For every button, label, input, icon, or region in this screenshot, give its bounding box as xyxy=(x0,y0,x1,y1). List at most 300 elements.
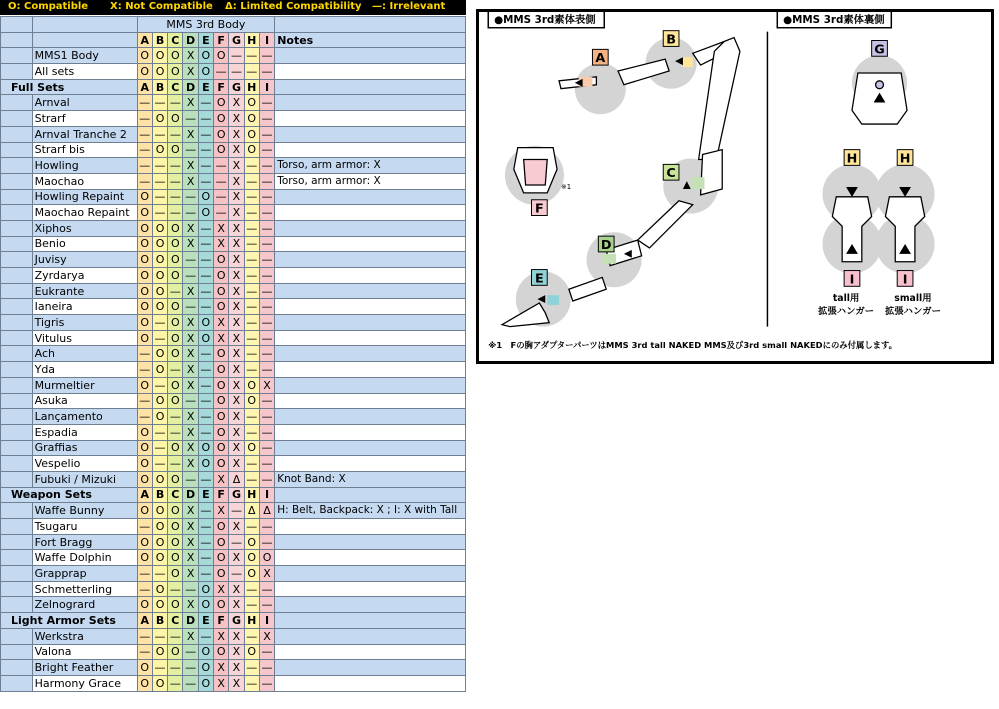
cell-f: X xyxy=(214,471,229,487)
cell-d: X xyxy=(183,64,198,80)
cell-c: — xyxy=(168,173,183,189)
row-note xyxy=(275,220,466,236)
table-row xyxy=(1,158,466,174)
row-note: Torso, arm armor: X xyxy=(275,173,466,189)
cell-e: — xyxy=(198,346,213,362)
cell-c: O xyxy=(168,550,183,566)
table-row xyxy=(1,48,466,64)
section-title: Light Armor Sets xyxy=(1,613,138,629)
section-column-b: B xyxy=(152,79,167,95)
table-row xyxy=(1,519,466,535)
cell-i: — xyxy=(259,268,274,284)
cell-e: — xyxy=(198,534,213,550)
back-title: ●MMS 3rd素体裏側 xyxy=(783,13,885,26)
indent-cell xyxy=(1,377,33,393)
cell-f: O xyxy=(214,393,229,409)
cell-h: O xyxy=(244,440,259,456)
section-column-e: E xyxy=(198,487,213,503)
cell-b: — xyxy=(152,189,167,205)
cell-h: — xyxy=(244,158,259,174)
cell-c: O xyxy=(168,346,183,362)
cell-d: X xyxy=(183,173,198,189)
cell-c: O xyxy=(168,268,183,284)
cell-f: — xyxy=(214,205,229,221)
notes-header: Notes xyxy=(275,32,466,48)
column-header-e: E xyxy=(198,32,213,48)
f-chest-piece xyxy=(514,148,557,193)
table-row xyxy=(1,377,466,393)
indent-cell xyxy=(1,158,33,174)
row-note xyxy=(275,377,466,393)
section-column-a: A xyxy=(137,79,152,95)
cell-d: — xyxy=(183,393,198,409)
row-name: Grapprap xyxy=(32,566,137,582)
cell-e: O xyxy=(198,660,213,676)
section-column-b: B xyxy=(152,487,167,503)
row-note xyxy=(275,628,466,644)
row-note: Knot Band: X xyxy=(275,471,466,487)
indent-cell xyxy=(1,283,33,299)
indent-cell xyxy=(1,581,33,597)
cell-h: O xyxy=(244,142,259,158)
row-note xyxy=(275,534,466,550)
blank-cell xyxy=(1,17,33,33)
column-header-i: I xyxy=(259,32,274,48)
cell-d: X xyxy=(183,503,198,519)
cell-e: — xyxy=(198,550,213,566)
cell-b: — xyxy=(152,95,167,111)
cell-b: O xyxy=(152,503,167,519)
cell-h: O xyxy=(244,534,259,550)
indent-cell xyxy=(1,424,33,440)
section-column-h: H xyxy=(244,487,259,503)
cell-g: X xyxy=(229,456,244,472)
section-column-i: I xyxy=(259,487,274,503)
label-e: E xyxy=(534,271,544,287)
table-row xyxy=(1,456,466,472)
cell-e: — xyxy=(198,158,213,174)
cell-d: — xyxy=(183,581,198,597)
cell-a: O xyxy=(137,377,152,393)
table-row xyxy=(1,173,466,189)
cell-g: X xyxy=(229,597,244,613)
cell-i: — xyxy=(259,64,274,80)
indent-cell xyxy=(1,189,33,205)
row-name: Benio xyxy=(32,236,137,252)
section-column-i: I xyxy=(259,79,274,95)
indent-cell xyxy=(1,597,33,613)
cell-a: O xyxy=(137,283,152,299)
cell-a: O xyxy=(137,550,152,566)
cell-h: O xyxy=(244,377,259,393)
row-name: Waffe Bunny xyxy=(32,503,137,519)
blank-cell xyxy=(32,32,137,48)
cell-h: — xyxy=(244,315,259,331)
cell-c: O xyxy=(168,440,183,456)
cell-h: O xyxy=(244,126,259,142)
cell-i: X xyxy=(259,566,274,582)
cell-g: X xyxy=(229,315,244,331)
table-row xyxy=(1,283,466,299)
cell-g: X xyxy=(229,220,244,236)
cell-b: O xyxy=(152,48,167,64)
cell-f: O xyxy=(214,424,229,440)
cell-d: X xyxy=(183,628,198,644)
indent-cell xyxy=(1,660,33,676)
cell-g: X xyxy=(229,581,244,597)
cell-e: — xyxy=(198,393,213,409)
cell-c: O xyxy=(168,644,183,660)
column-header-d: D xyxy=(183,32,198,48)
cell-h: — xyxy=(244,252,259,268)
cell-c: — xyxy=(168,456,183,472)
cell-d: X xyxy=(183,519,198,535)
row-note xyxy=(275,205,466,221)
cell-c: O xyxy=(168,64,183,80)
cell-e: O xyxy=(198,330,213,346)
indent-cell xyxy=(1,268,33,284)
cell-c: — xyxy=(168,158,183,174)
cell-g: X xyxy=(229,644,244,660)
row-note xyxy=(275,362,466,378)
row-note xyxy=(275,581,466,597)
cell-d: — xyxy=(183,111,198,127)
blank-cell xyxy=(275,613,466,629)
cell-i: — xyxy=(259,220,274,236)
cell-e: — xyxy=(198,409,213,425)
cell-f: O xyxy=(214,95,229,111)
table-row xyxy=(1,581,466,597)
row-note: Torso, arm armor: X xyxy=(275,158,466,174)
cell-c: O xyxy=(168,393,183,409)
cell-i: — xyxy=(259,362,274,378)
cell-f: O xyxy=(214,142,229,158)
cell-a: — xyxy=(137,95,152,111)
cell-h: — xyxy=(244,628,259,644)
cell-h: — xyxy=(244,581,259,597)
cell-f: — xyxy=(214,64,229,80)
row-note xyxy=(275,95,466,111)
cell-g: X xyxy=(229,409,244,425)
cell-f: O xyxy=(214,346,229,362)
cell-d: X xyxy=(183,456,198,472)
blank-cell xyxy=(1,32,33,48)
cell-g: X xyxy=(229,268,244,284)
cell-e: — xyxy=(198,95,213,111)
cell-h: O xyxy=(244,550,259,566)
cell-h: — xyxy=(244,346,259,362)
row-name: Arnval xyxy=(32,95,137,111)
cell-b: O xyxy=(152,471,167,487)
legend-irrelevant: —: Irrelevant xyxy=(372,1,446,12)
row-note xyxy=(275,142,466,158)
cell-i: — xyxy=(259,424,274,440)
row-name: Howling Repaint xyxy=(32,189,137,205)
cell-e: — xyxy=(198,424,213,440)
label-f: F xyxy=(534,201,544,217)
row-name: Yda xyxy=(32,362,137,378)
row-note xyxy=(275,330,466,346)
row-name: Xiphos xyxy=(32,220,137,236)
row-name: Valona xyxy=(32,644,137,660)
section-column-f: F xyxy=(214,487,229,503)
indent-cell xyxy=(1,471,33,487)
row-note xyxy=(275,236,466,252)
row-name: Maochao xyxy=(32,173,137,189)
cell-i: — xyxy=(259,283,274,299)
table-row xyxy=(1,471,466,487)
cell-d: X xyxy=(183,95,198,111)
cell-h: — xyxy=(244,424,259,440)
f-footnote-mark: ※1 xyxy=(560,182,572,191)
cell-a: O xyxy=(137,456,152,472)
cell-c: — xyxy=(168,660,183,676)
cell-c: — xyxy=(168,189,183,205)
section-header-row xyxy=(1,79,466,95)
table-row xyxy=(1,409,466,425)
cell-i: — xyxy=(259,660,274,676)
cell-i: — xyxy=(259,315,274,331)
cell-b: O xyxy=(152,597,167,613)
cell-f: X xyxy=(214,660,229,676)
cell-g: X xyxy=(229,283,244,299)
label-g: G xyxy=(874,42,885,58)
cell-f: — xyxy=(214,189,229,205)
cell-c: — xyxy=(168,126,183,142)
cell-c: O xyxy=(168,299,183,315)
cell-f: O xyxy=(214,534,229,550)
cell-f: X xyxy=(214,220,229,236)
table-row xyxy=(1,566,466,582)
cell-i: — xyxy=(259,597,274,613)
cell-f: O xyxy=(214,362,229,378)
indent-cell xyxy=(1,315,33,331)
table-row xyxy=(1,95,466,111)
cell-i: — xyxy=(259,205,274,221)
cell-d: — xyxy=(183,675,198,691)
cell-h: — xyxy=(244,456,259,472)
blank-cell xyxy=(275,487,466,503)
row-name: Tsugaru xyxy=(32,519,137,535)
cell-h: — xyxy=(244,330,259,346)
indent-cell xyxy=(1,126,33,142)
cell-e: — xyxy=(198,628,213,644)
cell-h: — xyxy=(244,519,259,535)
cell-a: — xyxy=(137,393,152,409)
column-header-b: B xyxy=(152,32,167,48)
cell-e: O xyxy=(198,315,213,331)
cell-i: — xyxy=(259,675,274,691)
cell-f: X xyxy=(214,330,229,346)
row-note xyxy=(275,299,466,315)
label-i-small: I xyxy=(902,272,908,288)
cell-d: X xyxy=(183,220,198,236)
cell-d: X xyxy=(183,534,198,550)
cell-g: X xyxy=(229,346,244,362)
cell-i: — xyxy=(259,456,274,472)
indent-cell xyxy=(1,456,33,472)
cell-h: O xyxy=(244,393,259,409)
cell-i: — xyxy=(259,48,274,64)
cell-b: O xyxy=(152,268,167,284)
table-row xyxy=(1,346,466,362)
cell-a: O xyxy=(137,252,152,268)
row-note xyxy=(275,252,466,268)
row-name: Eukrante xyxy=(32,283,137,299)
cell-b: — xyxy=(152,424,167,440)
cell-f: O xyxy=(214,377,229,393)
cell-b: — xyxy=(152,660,167,676)
cell-d: X xyxy=(183,283,198,299)
row-name: Espadia xyxy=(32,424,137,440)
cell-g: X xyxy=(229,95,244,111)
cell-b: O xyxy=(152,283,167,299)
cell-i: — xyxy=(259,158,274,174)
table-row xyxy=(1,644,466,660)
cell-a: — xyxy=(137,158,152,174)
row-note xyxy=(275,126,466,142)
cell-h: — xyxy=(244,283,259,299)
row-name: Waffe Dolphin xyxy=(32,550,137,566)
cell-g: — xyxy=(229,64,244,80)
tall-caption-1: tall用 xyxy=(832,293,860,305)
cell-g: — xyxy=(229,503,244,519)
cell-f: O xyxy=(214,644,229,660)
cell-c: — xyxy=(168,628,183,644)
table-row xyxy=(1,330,466,346)
cell-g: X xyxy=(229,236,244,252)
row-note xyxy=(275,64,466,80)
cell-h: — xyxy=(244,660,259,676)
cell-h: — xyxy=(244,299,259,315)
cell-e: — xyxy=(198,503,213,519)
table-row xyxy=(1,268,466,284)
cell-b: — xyxy=(152,456,167,472)
table-row xyxy=(1,660,466,676)
small-caption-1: small用 xyxy=(894,293,932,305)
indent-cell xyxy=(1,566,33,582)
cell-a: O xyxy=(137,424,152,440)
cell-g: — xyxy=(229,48,244,64)
legend-bar xyxy=(0,0,466,15)
table-row xyxy=(1,315,466,331)
section-header-row xyxy=(1,613,466,629)
cell-e: — xyxy=(198,111,213,127)
cell-g: X xyxy=(229,675,244,691)
cell-g: X xyxy=(229,362,244,378)
cell-f: O xyxy=(214,456,229,472)
row-name: Strarf bis xyxy=(32,142,137,158)
cell-f: X xyxy=(214,315,229,331)
legend-compatible: O: Compatible xyxy=(8,1,89,12)
cell-f: O xyxy=(214,566,229,582)
cell-a: — xyxy=(137,142,152,158)
cell-d: X xyxy=(183,362,198,378)
cell-a: — xyxy=(137,519,152,535)
row-note xyxy=(275,644,466,660)
cell-a: — xyxy=(137,126,152,142)
cell-g: — xyxy=(229,566,244,582)
cell-a: O xyxy=(137,660,152,676)
cell-i: — xyxy=(259,346,274,362)
cell-c: — xyxy=(168,205,183,221)
cell-d: X xyxy=(183,158,198,174)
column-header-f: F xyxy=(214,32,229,48)
row-name: Ianeira xyxy=(32,299,137,315)
cell-b: — xyxy=(152,628,167,644)
cell-b: O xyxy=(152,236,167,252)
row-note xyxy=(275,315,466,331)
cell-d: X xyxy=(183,566,198,582)
cell-a: — xyxy=(137,644,152,660)
cell-f: O xyxy=(214,268,229,284)
cell-h: O xyxy=(244,111,259,127)
cell-d: X xyxy=(183,377,198,393)
cell-e: O xyxy=(198,189,213,205)
cell-h: O xyxy=(244,566,259,582)
cell-i: — xyxy=(259,330,274,346)
cell-d: — xyxy=(183,299,198,315)
cell-i: — xyxy=(259,126,274,142)
row-note: H: Belt, Backpack: X ; I: X with Tall xyxy=(275,503,466,519)
table-row xyxy=(1,362,466,378)
row-note xyxy=(275,346,466,362)
cell-e: O xyxy=(198,597,213,613)
cell-c: O xyxy=(168,111,183,127)
indent-cell xyxy=(1,111,33,127)
diagram-footnote: ※1 Fの胸アダプターパーツはMMS 3rd tall NAKED MMS及び3rd small NAKEDにのみ付属します。 xyxy=(488,340,898,351)
label-h-tall: H xyxy=(846,151,858,167)
cell-a: O xyxy=(137,220,152,236)
section-column-a: A xyxy=(137,613,152,629)
indent-cell xyxy=(1,644,33,660)
cell-a: O xyxy=(137,330,152,346)
column-header-g: G xyxy=(229,32,244,48)
row-note xyxy=(275,550,466,566)
cell-i: — xyxy=(259,236,274,252)
label-h-small: H xyxy=(899,151,911,167)
cell-b: O xyxy=(152,346,167,362)
cell-b: O xyxy=(152,534,167,550)
cell-c: — xyxy=(168,424,183,440)
cell-c: O xyxy=(168,503,183,519)
legend-limited: Δ: Limited Compatibility xyxy=(225,1,362,12)
column-header-a: A xyxy=(137,32,152,48)
cell-b: — xyxy=(152,126,167,142)
cell-d: X xyxy=(183,346,198,362)
row-note xyxy=(275,283,466,299)
indent-cell xyxy=(1,95,33,111)
cell-a: O xyxy=(137,675,152,691)
indent-cell xyxy=(1,409,33,425)
cell-a: — xyxy=(137,346,152,362)
cell-b: O xyxy=(152,519,167,535)
tall-caption-2: 拡張ハンガー xyxy=(818,305,875,317)
row-note xyxy=(275,424,466,440)
cell-a: — xyxy=(137,628,152,644)
cell-g: X xyxy=(229,519,244,535)
table-row xyxy=(1,628,466,644)
section-title: Full Sets xyxy=(1,79,138,95)
cell-b: O xyxy=(152,550,167,566)
row-note xyxy=(275,456,466,472)
table-row xyxy=(1,220,466,236)
row-note xyxy=(275,660,466,676)
cell-c: O xyxy=(168,471,183,487)
cell-e: — xyxy=(198,471,213,487)
cell-d: X xyxy=(183,550,198,566)
compatibility-table xyxy=(0,16,466,692)
